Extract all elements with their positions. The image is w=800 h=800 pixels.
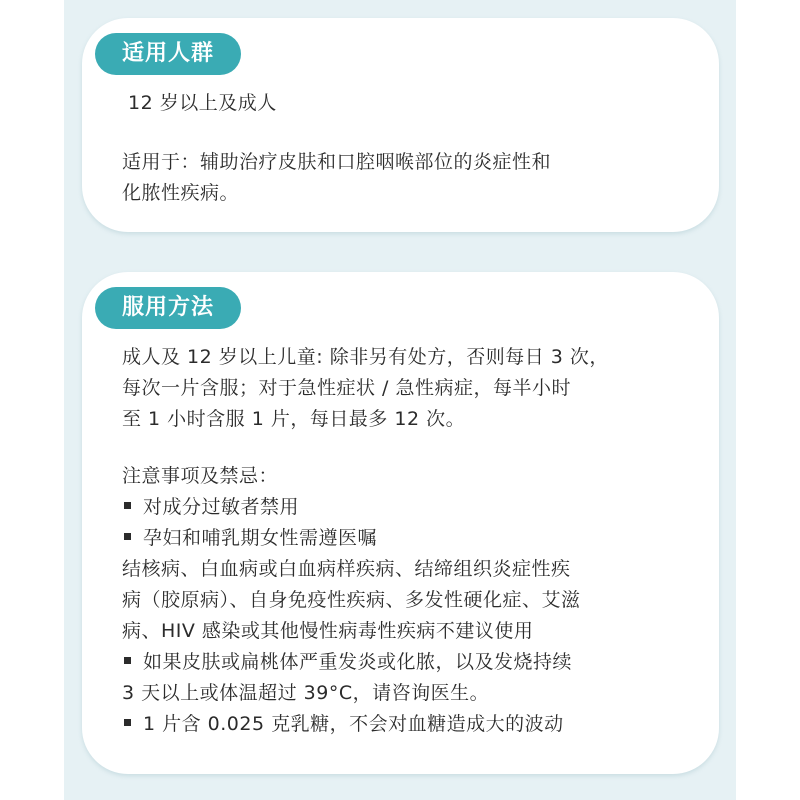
disease-line-2: 病（胶原病）、自身免疫性疾病、多发性硬化症、艾滋 xyxy=(122,589,581,611)
bullet-square-icon xyxy=(124,502,131,509)
dosage-line-1: 成人及 12 岁以上儿童: 除非另有处方，否则每日 3 次， xyxy=(122,346,609,368)
notes-heading: 注意事项及禁忌： xyxy=(122,465,279,487)
dosage-method-tag: 服用方法 xyxy=(95,287,241,329)
bullet-item-allergy-text: 对成分过敏者禁用 xyxy=(143,496,300,518)
age-range-text: 12 岁以上及成人 xyxy=(128,92,277,114)
disease-line-1: 结核病、白血病或白血病样疾病、结缔组织炎症性疾 xyxy=(122,558,571,580)
bullet-square-icon xyxy=(124,533,131,540)
suitable-population-tag: 适用人群 xyxy=(95,33,241,75)
usage-text-line-2: 化脓性疾病。 xyxy=(122,182,240,204)
bullet-square-icon xyxy=(124,657,131,664)
bullet-item-pregnancy xyxy=(116,523,377,553)
bullet-item-lactose xyxy=(116,709,564,739)
bullet-item-inflammation xyxy=(116,647,572,677)
dosage-line-2: 每次一片含服；对于急性症状 / 急性病症，每半小时 xyxy=(122,377,571,399)
usage-text-line-1: 适用于：辅助治疗皮肤和口腔咽喉部位的炎症性和 xyxy=(122,151,552,173)
disease-line-3: 病、HIV 感染或其他慢性病毒性疾病不建议使用 xyxy=(122,620,534,642)
dosage-method-card xyxy=(82,272,719,774)
bullet-item-pregnancy-text: 孕妇和哺乳期女性需遵医嘱 xyxy=(143,527,378,549)
bullet-square-icon xyxy=(124,719,131,726)
dosage-line-3: 至 1 小时含服 1 片，每日最多 12 次。 xyxy=(122,408,466,430)
bullet-item-inflammation-continued: 3 天以上或体温超过 39°C，请咨询医生。 xyxy=(122,682,490,704)
suitable-population-card xyxy=(82,18,719,232)
bullet-item-lactose-text: 1 片含 0.025 克乳糖，不会对血糖造成大的波动 xyxy=(143,713,564,735)
bullet-item-inflammation-text: 如果皮肤或扁桃体严重发炎或化脓，以及发烧持续 xyxy=(143,651,573,673)
bullet-item-allergy xyxy=(116,492,299,522)
